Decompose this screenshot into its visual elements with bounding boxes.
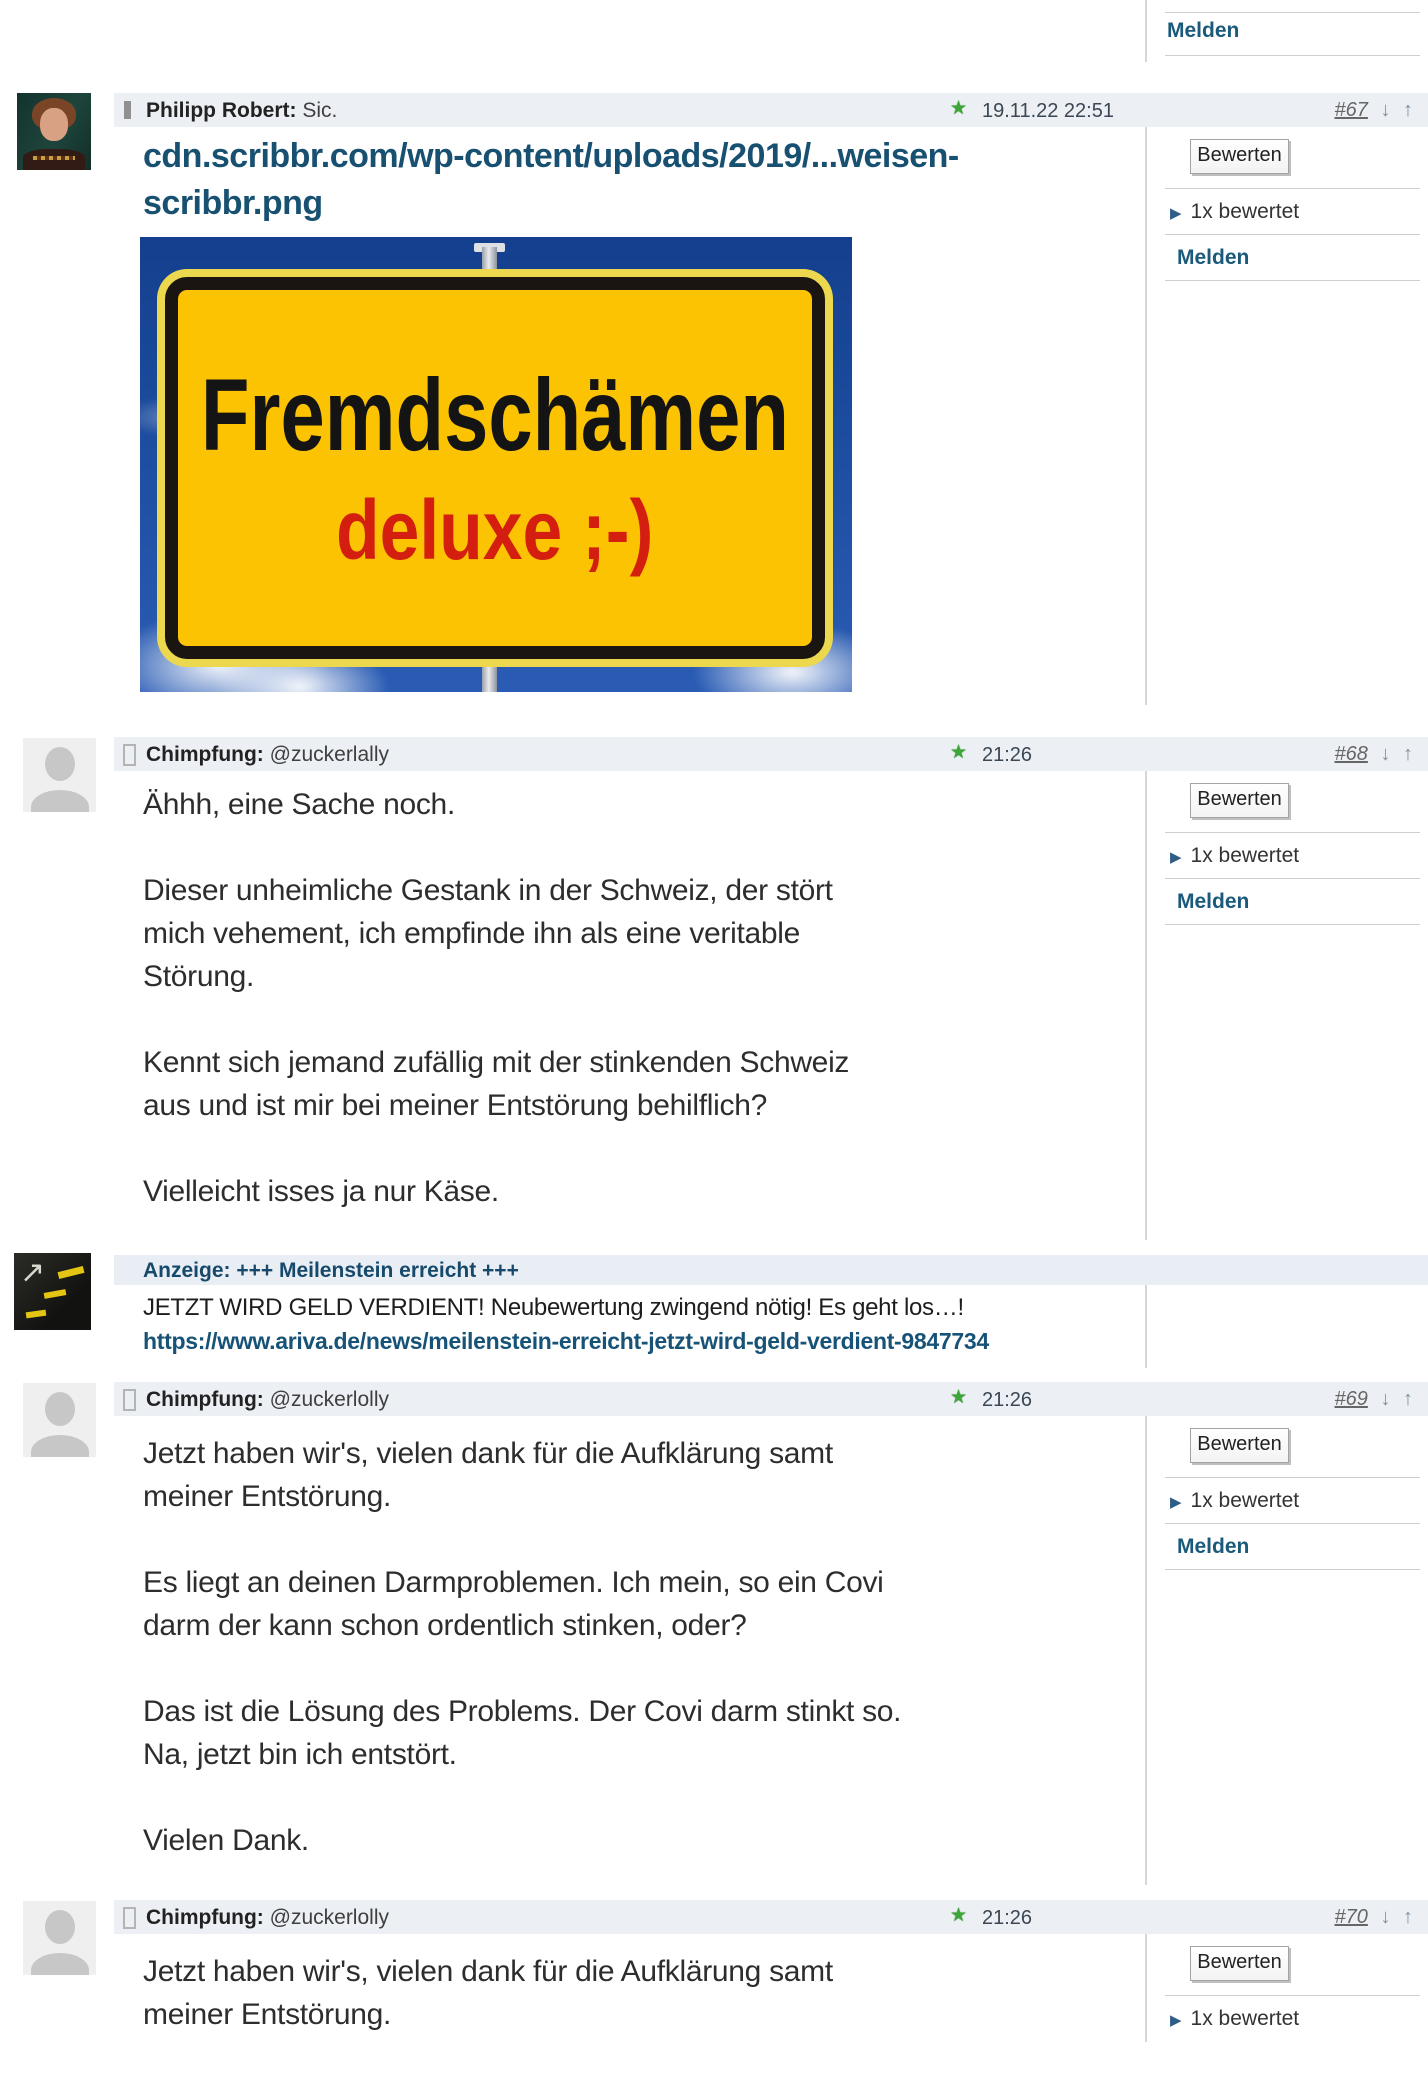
rated-expander[interactable]: ▶ 1x bewertet [1170, 1489, 1300, 1512]
report-link[interactable]: Melden [1167, 19, 1240, 42]
chevron-right-icon: ▶ [1170, 849, 1182, 866]
ad-row [0, 1244, 1428, 1382]
body-line: Dieser unheimliche Gestank in der Schweiz, der stört [143, 874, 833, 907]
post-timestamp: 19.11.22 22:51 [982, 100, 1114, 122]
body-line: Ähhh, eine Sache noch. [143, 788, 455, 821]
avatar[interactable] [23, 1383, 96, 1457]
chevron-right-icon: ▶ [1170, 2012, 1182, 2029]
ad-text: JETZT WIRD GELD VERDIENT! Neubewertung zwingend nötig! Es geht los…! [143, 1294, 964, 1321]
body-line: Vielen Dank. [143, 1824, 309, 1857]
post-subject: Sic. [302, 99, 338, 122]
ad-link[interactable]: https://www.ariva.de/news/meilenstein-erreicht-jetzt-wird-geld-verdient-9847734 [143, 1328, 989, 1354]
divider [1165, 12, 1420, 13]
column-divider [1145, 771, 1147, 1240]
post-author [146, 743, 389, 767]
divider [1165, 188, 1420, 189]
rated-expander[interactable]: ▶ 1x bewertet [1170, 200, 1300, 223]
star-icon: ★ [950, 1387, 968, 1408]
body-line: Vielleicht isses ja nur Käse. [143, 1175, 499, 1208]
body-line: Jetzt haben wir's, vielen dank für die Aufklärung samt [143, 1437, 833, 1470]
sign-subtext: deluxe ;-) [336, 483, 654, 577]
user-status-icon [123, 1389, 136, 1411]
divider [1165, 832, 1420, 833]
chevron-right-icon: ▶ [1170, 205, 1182, 222]
divider [1165, 1569, 1420, 1570]
body-line: Das ist die Lösung des Problems. Der Covi darm stinkt so. [143, 1695, 902, 1728]
star-icon: ★ [950, 98, 968, 119]
author-link[interactable]: Chimpfung: [146, 743, 264, 766]
post-number-link[interactable]: #67 [1334, 99, 1368, 121]
prev-post-arrow[interactable]: ↓ [1380, 1388, 1391, 1410]
rate-button[interactable]: Bewerten [1190, 139, 1289, 174]
author-link[interactable]: Philipp Robert: [146, 99, 297, 122]
post-number-link[interactable]: #68 [1334, 743, 1368, 765]
body-line: aus und ist mir bei meiner Entstörung behilflich? [143, 1089, 767, 1122]
post-author [146, 1906, 389, 1930]
rate-button[interactable]: Bewerten [1190, 783, 1289, 818]
avatar-placeholder-icon [45, 1910, 75, 1944]
column-divider [1145, 127, 1147, 705]
avatar[interactable] [23, 1901, 96, 1975]
post-body [143, 1950, 833, 2079]
star-icon: ★ [950, 1905, 968, 1926]
post-header-bar [114, 1900, 1428, 1934]
next-post-arrow[interactable]: ↑ [1403, 1388, 1413, 1410]
post-number-link[interactable]: #70 [1334, 1906, 1368, 1928]
star-icon: ★ [950, 742, 968, 763]
post-author [146, 99, 337, 123]
divider [1165, 924, 1420, 925]
sign-text: Fremdschämen [200, 358, 790, 472]
body-line: meiner Entstörung. [143, 1480, 392, 1513]
body-line: Störung. [143, 960, 255, 993]
avatar[interactable] [17, 93, 91, 170]
report-link[interactable]: Melden [1177, 890, 1250, 913]
post-body [143, 783, 849, 1256]
column-divider [1145, 1416, 1147, 1885]
column-divider [1145, 1934, 1147, 2042]
rate-button[interactable]: Bewerten [1190, 1428, 1289, 1463]
post-subject: @zuckerlolly [269, 1388, 389, 1411]
post-68 [0, 737, 1428, 1244]
divider [1165, 280, 1420, 281]
ad-thumbnail[interactable] [14, 1253, 91, 1330]
divider [1165, 234, 1420, 235]
column-divider [1145, 0, 1147, 62]
posted-image-link[interactable]: cdn.scribbr.com/wp-content/uploads/2019/...weisen- scribbr.png [143, 137, 959, 222]
divider [1165, 878, 1420, 879]
avatar-placeholder-icon [45, 1392, 75, 1426]
avatar-placeholder-icon [45, 747, 75, 781]
body-line: mich vehement, ich empfinde ihn als eine veritable [143, 917, 801, 950]
post-body [143, 1432, 901, 1905]
rated-expander[interactable]: ▶ 1x bewertet [1170, 2007, 1300, 2030]
report-link[interactable]: Melden [1177, 246, 1250, 269]
body-line: Jetzt haben wir's, vielen dank für die Aufklärung samt [143, 1955, 833, 1988]
post-header-bar [114, 737, 1428, 771]
avatar[interactable] [23, 738, 96, 812]
post-timestamp: 21:26 [982, 1907, 1033, 1929]
divider [1165, 55, 1420, 56]
next-post-arrow[interactable]: ↑ [1403, 743, 1413, 765]
column-divider [1145, 1285, 1147, 1368]
next-post-arrow[interactable]: ↑ [1403, 1906, 1413, 1928]
body-line: Kennt sich jemand zufällig mit der stinkenden Schweiz [143, 1046, 850, 1079]
post-header-bar [114, 93, 1428, 127]
posted-image[interactable] [140, 237, 852, 692]
body-line: Na, jetzt bin ich entstört. [143, 1738, 457, 1771]
divider [1165, 1995, 1420, 1996]
post-70 [0, 1900, 1428, 2042]
user-status-icon [123, 744, 136, 766]
post-subject: @zuckerlally [269, 743, 389, 766]
rated-expander[interactable]: ▶ 1x bewertet [1170, 844, 1300, 867]
post-timestamp: 21:26 [982, 744, 1033, 766]
post-number-link[interactable]: #69 [1334, 1388, 1368, 1410]
body-line: darm der kann schon ordentlich stinken, oder? [143, 1609, 747, 1642]
prev-post-arrow[interactable]: ↓ [1380, 1906, 1391, 1928]
prev-post-arrow[interactable]: ↓ [1380, 743, 1391, 765]
post-67 [0, 93, 1428, 737]
author-link[interactable]: Chimpfung: [146, 1388, 264, 1411]
user-status-icon [124, 101, 131, 119]
divider [1165, 1523, 1420, 1524]
next-post-arrow[interactable]: ↑ [1403, 99, 1413, 121]
prev-post-arrow[interactable]: ↓ [1380, 99, 1391, 121]
report-link[interactable]: Melden [1177, 1535, 1250, 1558]
post-69 [0, 1382, 1428, 1900]
post-header-bar [114, 1382, 1428, 1416]
ad-header-bar [114, 1255, 1428, 1285]
divider [1165, 1477, 1420, 1478]
body-line: Es liegt an deinen Darmproblemen. Ich mein, so ein Covi [143, 1566, 884, 1599]
chevron-right-icon: ▶ [1170, 1494, 1182, 1511]
post-author [146, 1388, 389, 1412]
ad-label: Anzeige: +++ Meilenstein erreicht +++ [143, 1259, 519, 1282]
author-link[interactable]: Chimpfung: [146, 1906, 264, 1929]
post-timestamp: 21:26 [982, 1389, 1033, 1411]
rate-button[interactable]: Bewerten [1190, 1946, 1289, 1981]
arrow-up-right-icon: ↗ [20, 1256, 46, 1289]
post-subject: @zuckerlolly [269, 1906, 389, 1929]
town-sign [165, 277, 825, 659]
body-line: meiner Entstörung. [143, 1998, 392, 2031]
user-status-icon [123, 1907, 136, 1929]
